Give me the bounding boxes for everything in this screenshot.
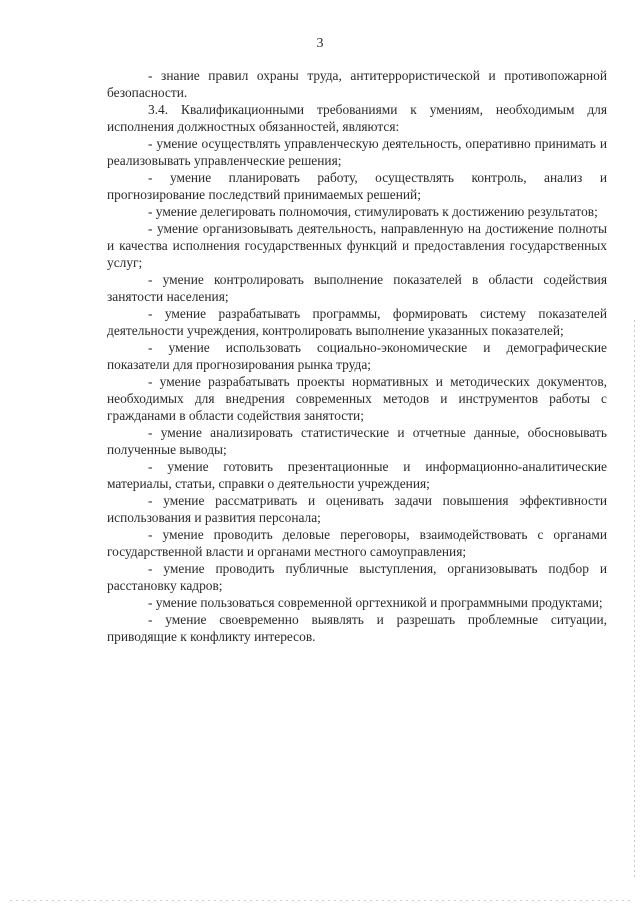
list-item-skill: - умение своевременно выявлять и разрешать проблемные ситуации, приводящие к конфликту интересов. xyxy=(107,612,607,644)
list-item-skill: - умение разрабатывать программы, формировать систему показателей деятельности учреждения, контролировать выполнение указанных показателей; xyxy=(107,306,607,338)
paragraph-knowledge-safety: - знание правил охраны труда, антитеррористической и противопожарной безопасности. xyxy=(107,68,607,100)
list-item-skill: - умение контролировать выполнение показателей в области содействия занятости населения; xyxy=(107,272,607,304)
scan-edge-right xyxy=(634,320,635,880)
document-body xyxy=(107,67,607,645)
list-item-skill: - умение рассматривать и оценивать задачи повышения эффективности использования и развития персонала; xyxy=(107,493,607,525)
list-item-skill: - умение разрабатывать проекты нормативных и методических документов, необходимых для внедрения современных методов и инструментов работы с гражданами в области содействия занятости; xyxy=(107,374,607,423)
page-number: 3 xyxy=(316,36,324,51)
list-item-skill: - умение проводить деловые переговоры, взаимодействовать с органами государственной власти и органами местного самоуправления; xyxy=(107,527,607,559)
list-item-skill: - умение проводить публичные выступления, организовывать подбор и расстановку кадров; xyxy=(107,561,607,593)
list-item-skill: - умение осуществлять управленческую деятельность, оперативно принимать и реализовывать управленческие решения; xyxy=(107,136,607,168)
list-item-skill: - умение организовывать деятельность, направленную на достижение полноты и качества исполнения государственных функций и предоставления государственных услуг; xyxy=(107,221,607,270)
list-item-skill: - умение готовить презентационные и информационно-аналитические материалы, статьи, справки о деятельности учреждения; xyxy=(107,459,607,491)
list-item-skill: - умение пользоваться современной оргтехникой и программными продуктами; xyxy=(148,595,603,610)
list-item-skill: - умение использовать социально-экономические и демографические показатели для прогнозирования рынка труда; xyxy=(107,340,607,372)
scan-edge-bottom xyxy=(10,900,630,901)
paragraph-section-3-4: 3.4. Квалификационными требованиями к умениям, необходимым для исполнения должностных обязанностей, являются: xyxy=(107,102,607,134)
list-item-skill: - умение планировать работу, осуществлять контроль, анализ и прогнозирование последствий принимаемых решений; xyxy=(107,170,607,202)
list-item-skill: - умение делегировать полномочия, стимулировать к достижению результатов; xyxy=(148,204,598,219)
list-item-skill: - умение анализировать статистические и отчетные данные, обосновывать полученные выводы; xyxy=(107,425,607,457)
